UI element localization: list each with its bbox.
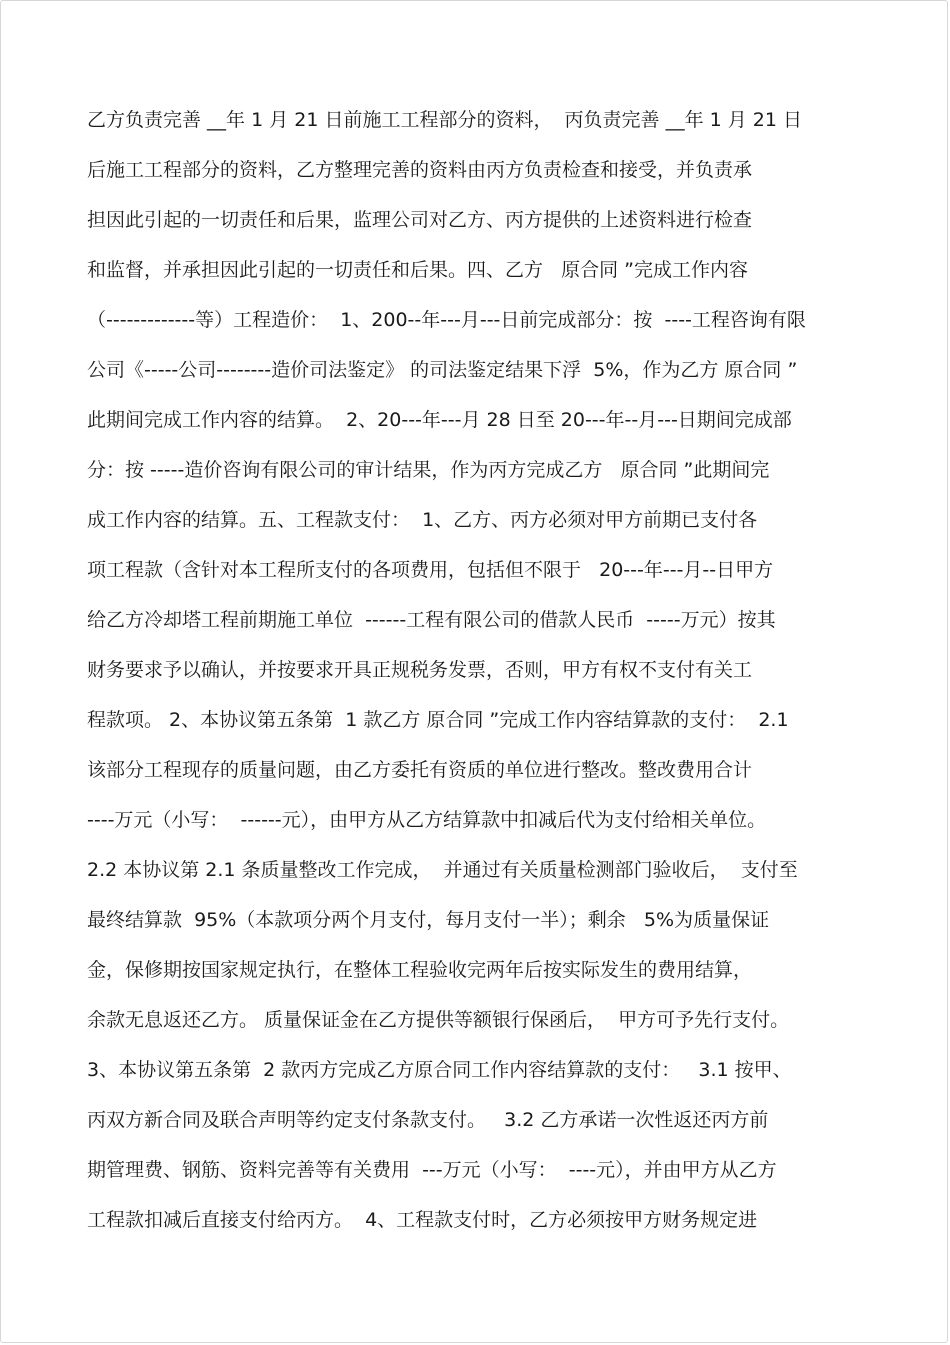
text-line: 担因此引起的一切责任和后果，监理公司对乙方、丙方提供的上述资料进行检查 — [87, 209, 753, 231]
text-line: 乙方负责完善 __年 1 月 21 日前施工工程部分的资料， 丙负责完善 __年 1 月 21 日 — [87, 109, 803, 131]
text-line: 余款无息返还乙方。 质量保证金在乙方提供等额银行保函后， 甲方可予先行支付。 — [87, 1009, 790, 1031]
text-line: 期管理费、钢筋、资料完善等有关费用 ---万元（小写： ----元），并由甲方从乙方 — [87, 1159, 777, 1181]
text-line: 工程款扣减后直接支付给丙方。 4、工程款支付时，乙方必须按甲方财务规定进 — [87, 1209, 758, 1231]
text-line: 2.2 本协议第 2.1 条质量整改工作完成， 并通过有关质量检测部门验收后， 支付至 — [87, 859, 798, 881]
text-line: 项工程款（含针对本工程所支付的各项费用，包括但不限于 20---年---月--日甲方 — [87, 559, 774, 581]
text-line: 此期间完成工作内容的结算。 2、20---年---月 28 日至 20---年--月---日期间完成部 — [87, 409, 792, 431]
text-line: 公司《-----公司--------造价司法鉴定》 的司法鉴定结果下浮 5%，作为乙方 原合同 ” — [87, 359, 798, 381]
text-line: 最终结算款 95%（本款项分两个月支付，每月支付一半）；剩余 5%为质量保证 — [87, 909, 770, 931]
text-line: 财务要求予以确认，并按要求开具正规税务发票，否则，甲方有权不支付有关工 — [87, 659, 753, 681]
text-line: 金，保修期按国家规定执行，在整体工程验收完两年后按实际发生的费用结算， — [87, 959, 753, 981]
text-line: 给乙方冷却塔工程前期施工单位 ------工程有限公司的借款人民币 -----万元）按其 — [87, 609, 776, 631]
text-line: 和监督，并承担因此引起的一切责任和后果。四、乙方 原合同 ”完成工作内容 — [87, 259, 749, 281]
text-line: 分：按 -----造价咨询有限公司的审计结果，作为丙方完成乙方 原合同 ”此期间完 — [87, 459, 770, 481]
text-line: 成工作内容的结算。五、工程款支付： 1、乙方、丙方必须对甲方前期已支付各 — [87, 509, 758, 531]
text-line: 3、本协议第五条第 2 款丙方完成乙方原合同工作内容结算款的支付： 3.1 按甲、 — [87, 1059, 792, 1081]
document-body — [87, 95, 887, 1245]
text-line: 该部分工程现存的质量问题，由乙方委托有资质的单位进行整改。整改费用合计 — [87, 759, 753, 781]
text-line: ----万元（小写： ------元），由甲方从乙方结算款中扣减后代为支付给相关单位。 — [87, 809, 767, 831]
text-line: 丙双方新合同及联合声明等约定支付条款支付。 3.2 乙方承诺一次性返还丙方前 — [87, 1109, 769, 1131]
text-line: 后施工工程部分的资料，乙方整理完善的资料由丙方负责检查和接受，并负责承 — [87, 159, 753, 181]
text-line: （-------------等）工程造价： 1、200--年---月---日前完成部分：按 ----工程咨询有限 — [87, 309, 806, 331]
text-line: 程款项。 2、本协议第五条第 1 款乙方 原合同 ”完成工作内容结算款的支付： 2.1 — [87, 709, 789, 731]
